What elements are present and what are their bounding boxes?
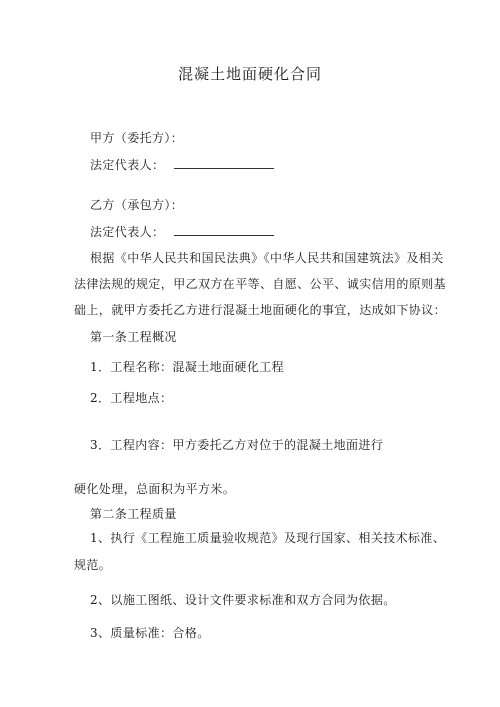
party-b-representative <box>90 224 274 240</box>
preamble-line-1: 根据《中华人民共和国民法典》《中华人民共和国建筑法》及相关 <box>90 251 444 265</box>
party-a-label: 甲方（委托方）： <box>90 131 184 145</box>
article2-heading: 第二条工程质量 <box>90 507 177 521</box>
article1-item3-line2: 硬化处理，总面积为平方米。 <box>74 482 236 496</box>
article2-item2: 2、以施工图纸、设计文件要求标准和双方合同为依据。 <box>90 593 396 607</box>
party-b-label: 乙方（承包方）： <box>90 198 184 212</box>
article1-item2: 2．工程地点： <box>90 391 173 405</box>
article1-item1: 1．工程名称：混凝土地面硬化工程 <box>90 360 285 374</box>
preamble-line-2: 法律法规的规定，甲乙双方在平等、自愿、公平、诚实信用的原则基 <box>74 277 447 291</box>
party-a-rep-blank <box>174 158 274 169</box>
document-title: 混凝土地面硬化合同 <box>177 65 322 83</box>
article2-item1-line1: 1、执行《工程施工质量验收规范》及现行国家、相关技术标准、 <box>90 531 446 545</box>
party-b-rep-label: 法定代表人： <box>90 225 165 239</box>
party-b-rep-blank <box>174 225 274 236</box>
article1-heading: 第一条工程概况 <box>90 330 177 344</box>
preamble-line-3: 础上，就甲方委托乙方进行混凝土地面硬化的事宜，达成如下协议： <box>74 303 447 317</box>
party-a-rep-label: 法定代表人： <box>90 158 165 172</box>
article2-item1-line2: 规范。 <box>74 558 112 572</box>
party-a-representative <box>90 157 274 173</box>
article1-item3-line1: 3．工程内容：甲方委托乙方对位于的混凝土地面进行 <box>90 438 384 452</box>
article2-item3: 3、质量标准：合格。 <box>90 626 210 640</box>
